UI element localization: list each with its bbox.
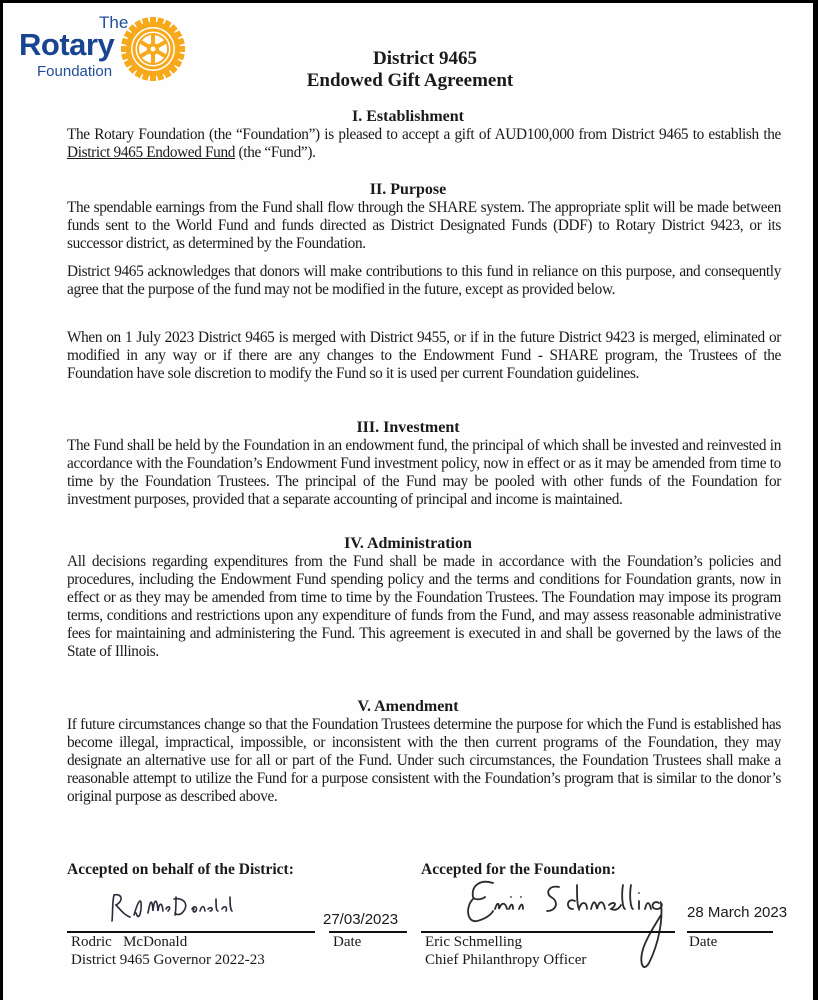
purpose-paragraph-2: District 9465 acknowledges that donors will make contributions to this fund in reliance on this purpose, and consequently agree that the purpose of the fund may not be modified in the future, except as provided below. xyxy=(67,263,781,299)
district-signer-name: Rodric McDonald xyxy=(71,934,188,950)
purpose-paragraph-1: The spendable earnings from the Fund shall flow through the SHARE system. The appropriate split will be made between funds sent to the World Fund and funds directed as District Designated Funds (DDF) to Rotary District 9423, or its successor district, as determined by the Foundation. xyxy=(67,199,781,253)
handwritten-signature-icon xyxy=(108,891,248,927)
establishment-text-after: (the “Fund”). xyxy=(235,144,316,162)
logo-text-the: The xyxy=(99,13,129,32)
document-page xyxy=(3,3,813,1000)
administration-paragraph: All decisions regarding expenditures from the Fund shall be made in accordance with the Foundation’s policies and procedures, including the Endowment Fund spending policy and the terms and conditions for Foundation grants, now in effect or as they may be amended from time to time by the Foundation Trustees. The Foundation may impose its program terms, conditions and restrictions upon any expenditure of funds from the Fund, and may assess reasonable administrative fees for maintaining and administering the Fund. This agreement is executed in and shall be governed by the laws of the State of Illinois. xyxy=(67,553,781,661)
section-heading-amendment: V. Amendment xyxy=(357,698,459,715)
district-date-value: 27/03/2023 xyxy=(323,911,399,928)
logo-text-foundation: Foundation xyxy=(37,63,113,80)
document-title-line2: Endowed Gift Agreement xyxy=(306,70,514,91)
establishment-text-before: The Rotary Foundation (the “Foundation”) is pleased to accept a gift of AUD100,000 from District 9465 to establish the xyxy=(67,126,781,143)
district-acceptance-label: Accepted on behalf of the District: xyxy=(67,861,294,878)
foundation-acceptance-label: Accepted for the Foundation: xyxy=(421,861,616,878)
document-title-line1: District 9465 xyxy=(373,48,477,69)
amendment-paragraph: If future circumstances change so that the Foundation Trustees determine the purpose for which the Fund is established has become illegal, impractical, impossible, or inconsistent with the then current programs of the Foundation, they may designate an alternative use for all or part of the Fund. Under such circumstances, the Foundation Trustees shall make a reasonable attempt to utilize the Fund for a purpose consistent with the Foundation’s program that is similar to the donor’s original purpose as described above. xyxy=(67,716,781,806)
district-date-label: Date xyxy=(333,934,362,950)
fund-name-underlined: District 9465 Endowed Fund xyxy=(67,144,236,162)
foundation-date-value: 28 March 2023 xyxy=(687,904,788,921)
section-heading-establishment: I. Establishment xyxy=(351,108,465,125)
foundation-signer-title: Chief Philanthropy Officer xyxy=(425,952,587,968)
section-heading-investment: III. Investment xyxy=(356,419,460,436)
section-heading-administration: IV. Administration xyxy=(344,535,472,552)
section-heading-purpose: II. Purpose xyxy=(369,181,447,198)
purpose-paragraph-3: When on 1 July 2023 District 9465 is merged with District 9455, or if in the future District 9423 is merged, eliminated or modified in any way or if there are any changes to the Endowment Fund - SHARE program, the Trustees of the Foundation have sole discretion to modify the Fund so it is used per current Foundation guidelines. xyxy=(67,329,781,383)
establishment-paragraph xyxy=(67,126,781,162)
investment-paragraph: The Fund shall be held by the Foundation in an endowment fund, the principal of which shall be invested and reinvested in accordance with the Foundation’s Endowment Fund investment policy, now in effect or as it may be amended from time to time by the Foundation Trustees. The principal of the Fund may be pooled with other funds of the Foundation for investment purposes, provided that a separate accounting of principal and income is maintained. xyxy=(67,437,781,509)
logo-text-rotary: Rotary xyxy=(19,27,115,62)
district-signer-title: District 9465 Governor 2022-23 xyxy=(71,952,265,968)
foundation-date-label: Date xyxy=(689,934,718,950)
foundation-signer-name: Eric Schmelling xyxy=(425,934,523,950)
